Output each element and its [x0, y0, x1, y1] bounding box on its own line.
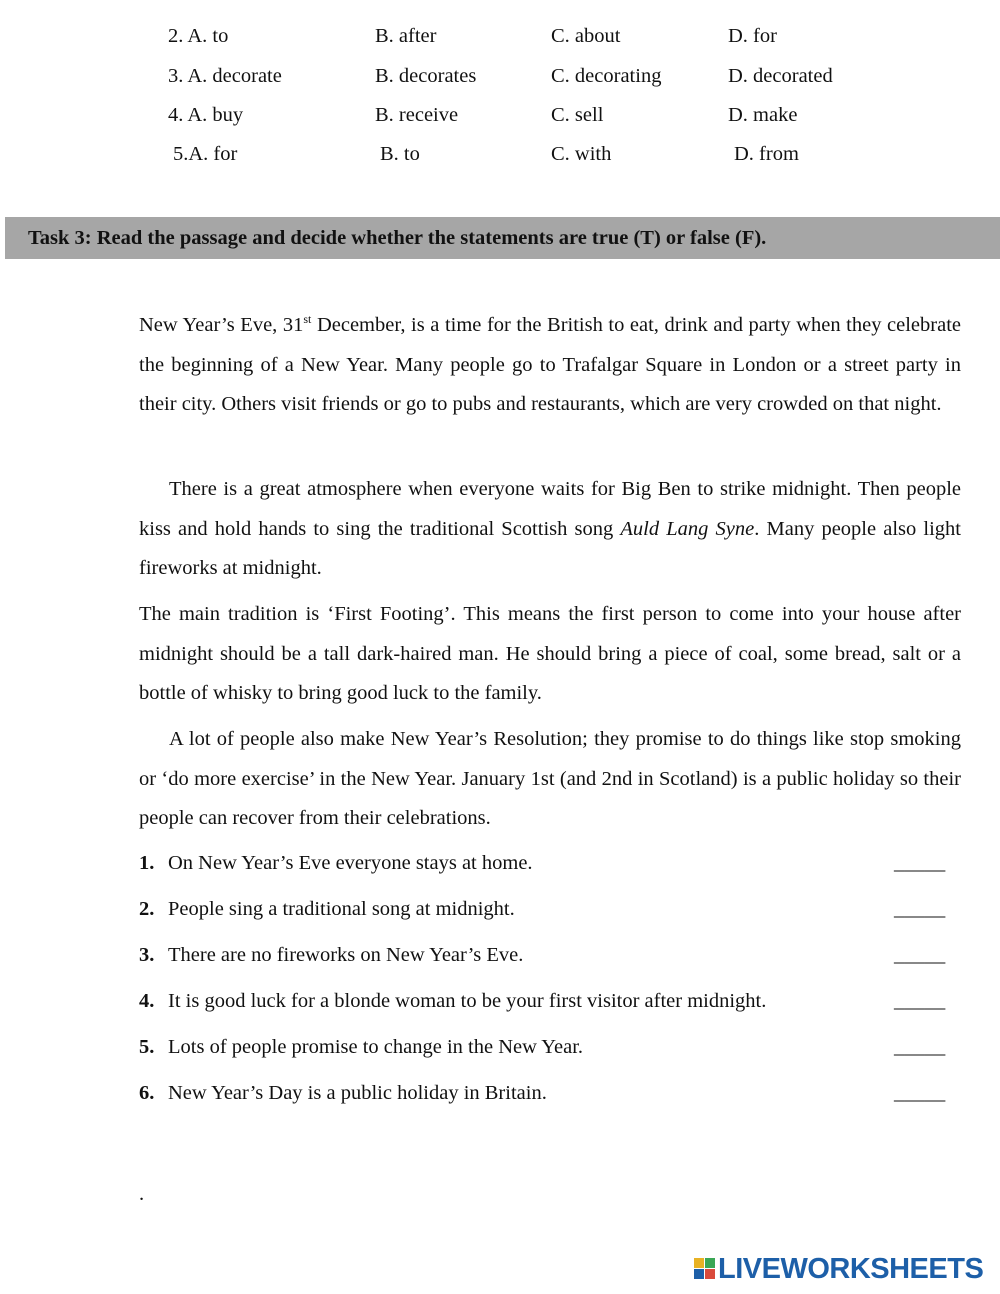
option-d: D. from — [734, 143, 799, 165]
answer-blank[interactable]: _____ — [894, 1036, 946, 1058]
statement-4 — [139, 990, 959, 1020]
answer-blank[interactable]: _____ — [894, 990, 946, 1012]
liveworksheets-logo-text: LIVEWORKSHEETS — [718, 1253, 984, 1285]
option-b: B. to — [380, 143, 420, 165]
statement-text: On New Year’s Eve everyone stays at home. — [168, 852, 533, 874]
liveworksheets-logo-icon — [694, 1258, 716, 1280]
option-b: B. decorates — [375, 65, 477, 87]
options-row-3 — [0, 65, 1000, 95]
options-row-4 — [0, 104, 1000, 134]
statement-number: 3. — [139, 944, 155, 966]
statement-text: Lots of people promise to change in the New Year. — [168, 1036, 584, 1058]
option-c: C. with — [551, 143, 612, 165]
option-b: B. receive — [375, 104, 459, 126]
option-a: 2. A. to — [168, 25, 229, 47]
answer-blank[interactable]: _____ — [894, 944, 946, 966]
option-d: D. decorated — [728, 65, 833, 87]
option-d: D. make — [728, 104, 798, 126]
statement-number: 5. — [139, 1036, 155, 1058]
passage-paragraph-1: New Year’s Eve, 31st December, is a time for the British to eat, drink and party when they celebrate the beginning of a New Year. Many people go to Trafalgar Square in London or a street party in their city. Others visit friends or go to pubs and restaurants, which are very crowded on that night. — [139, 312, 961, 415]
answer-blank[interactable]: _____ — [894, 1082, 946, 1104]
task-title: Task 3: Read the passage and decide whether the statements are true (T) or false (F). — [28, 227, 767, 249]
statement-text: It is good luck for a blonde woman to be your first visitor after midnight. — [168, 990, 767, 1012]
option-d: D. for — [728, 25, 777, 47]
statement-number: 1. — [139, 852, 155, 874]
statement-number: 6. — [139, 1082, 155, 1104]
statement-number: 4. — [139, 990, 155, 1012]
statement-text: People sing a traditional song at midnight. — [168, 898, 515, 920]
task-header-bar — [5, 217, 1000, 259]
statement-2 — [139, 898, 959, 928]
passage-paragraph-4: A lot of people also make New Year’s Resolution; they promise to do things like stop smoking or ‘do more exercise’ in the New Year. January 1st (and 2nd in Scotland) is a public holiday so their people can recover from their celebrations. — [139, 728, 961, 829]
option-c: C. about — [551, 25, 621, 47]
answer-blank[interactable]: _____ — [894, 898, 946, 920]
passage-paragraph-3: The main tradition is ‘First Footing’. This means the first person to come into your house after midnight should be a tall dark-haired man. He should bring a piece of coal, some bread, salt or a bottle of whisky to bring good luck to the family. — [139, 603, 961, 704]
statement-number: 2. — [139, 898, 155, 920]
statement-text: There are no fireworks on New Year’s Eve. — [168, 944, 524, 966]
option-c: C. sell — [551, 104, 604, 126]
trailing-dot: . — [139, 1183, 145, 1205]
options-row-2 — [0, 25, 1000, 55]
option-a: 4. A. buy — [168, 104, 244, 126]
statement-5 — [139, 1036, 959, 1066]
statement-1 — [139, 852, 959, 882]
option-a: 5.A. for — [173, 143, 238, 165]
passage-paragraph-2: There is a great atmosphere when everyone waits for Big Ben to strike midnight. Then people kiss and hold hands to sing the traditional Scottish song Auld Lang Syne. Many people also light fireworks at midnight. — [139, 478, 961, 579]
statement-text: New Year’s Day is a public holiday in Britain. — [168, 1082, 547, 1104]
option-c: C. decorating — [551, 65, 662, 87]
statement-3 — [139, 944, 959, 974]
answer-blank[interactable]: _____ — [894, 852, 946, 874]
liveworksheets-logo — [694, 1255, 990, 1285]
statement-6 — [139, 1082, 959, 1112]
option-a: 3. A. decorate — [168, 65, 282, 87]
option-b: B. after — [375, 25, 437, 47]
options-row-5 — [0, 143, 1000, 173]
